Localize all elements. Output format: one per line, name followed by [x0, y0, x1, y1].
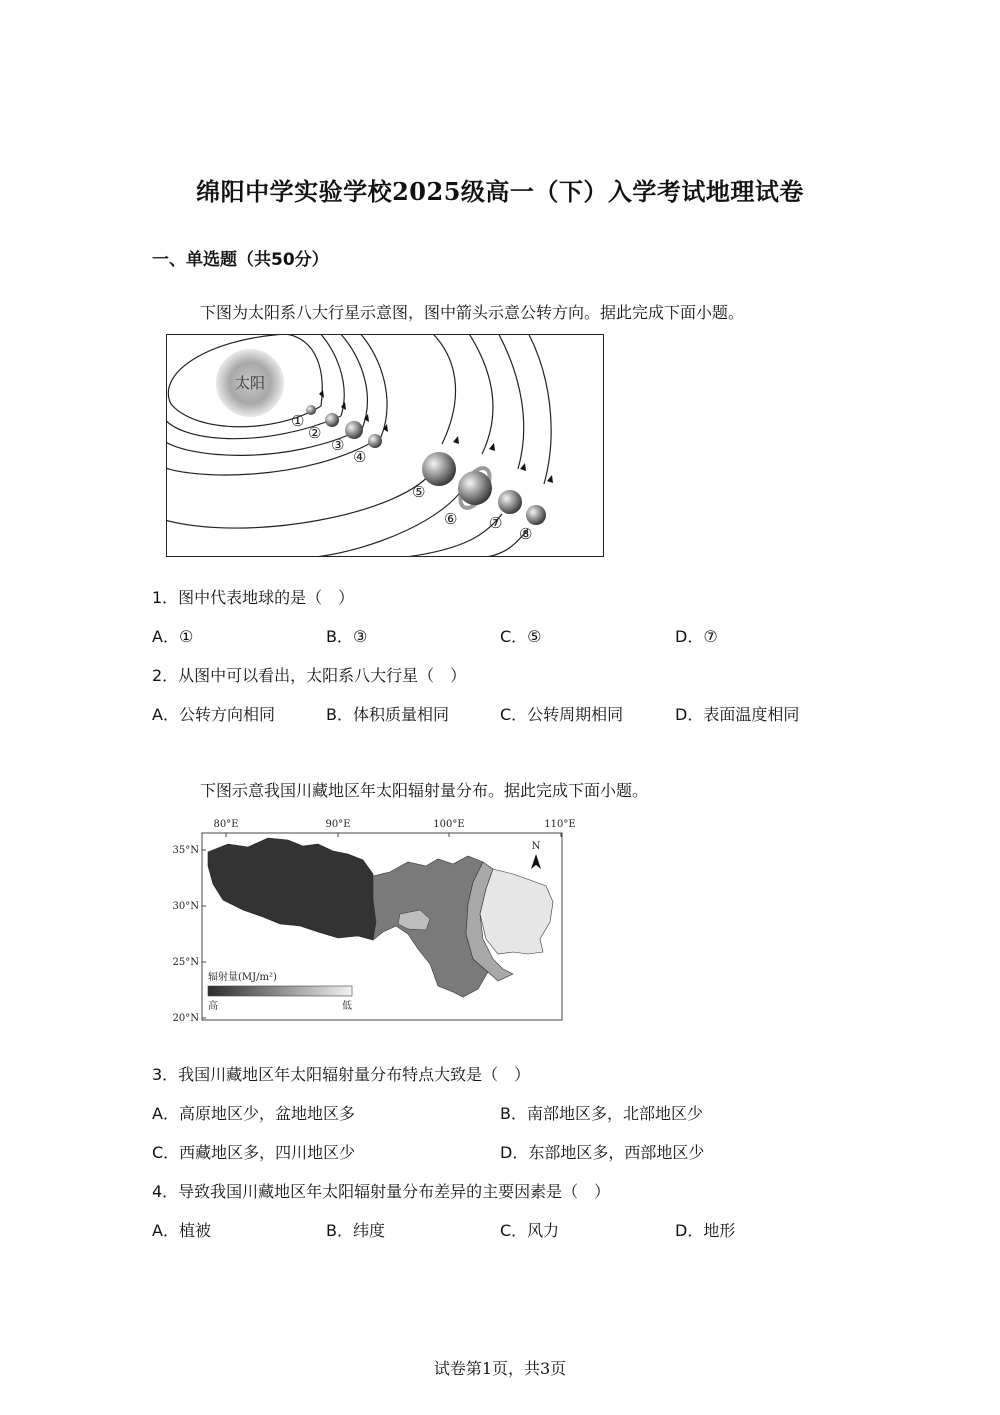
lat-label-35: 35°N — [172, 845, 199, 856]
planet-1 — [306, 405, 316, 415]
planet-label-4: ④ — [353, 448, 367, 466]
lon-label-100: 100°E — [433, 819, 465, 830]
question-3-option-d[interactable]: D．东部地区多，西部地区少 — [500, 1143, 705, 1162]
lat-label-30: 30°N — [172, 901, 199, 912]
solar-system-figure — [166, 334, 604, 557]
planet-5 — [422, 452, 456, 486]
planet-7 — [498, 490, 522, 514]
question-3-option-b[interactable]: B．南部地区多，北部地区少 — [500, 1104, 703, 1123]
planet-label-6: ⑥ — [444, 510, 458, 528]
question-2-option-d[interactable]: D．表面温度相同 — [675, 705, 800, 724]
question-1-option-a[interactable]: A．① — [152, 627, 194, 646]
page-title: 绵阳中学实验学校2025级高一（下）入学考试地理试卷 — [196, 177, 804, 206]
planet-6 — [458, 471, 492, 505]
question-1-stem: 1．图中代表地球的是（ ） — [152, 588, 355, 607]
question-4-option-d[interactable]: D．地形 — [675, 1221, 736, 1240]
question-4-option-b[interactable]: B．纬度 — [326, 1221, 385, 1240]
lat-label-25: 25°N — [172, 957, 199, 968]
question-3-option-a[interactable]: A．高原地区少，盆地地区多 — [152, 1104, 355, 1123]
lat-label-20: 20°N — [172, 1013, 199, 1024]
lon-label-90: 90°E — [325, 819, 351, 830]
planet-label-5: ⑤ — [412, 483, 426, 501]
question-4-option-c[interactable]: C．风力 — [500, 1221, 560, 1240]
page-footer: 试卷第1页，共3页 — [433, 1359, 567, 1378]
question-1-option-d[interactable]: D．⑦ — [675, 627, 718, 646]
planet-4 — [368, 434, 382, 448]
planet-label-3: ③ — [331, 436, 345, 454]
question-3-option-c[interactable]: C．西藏地区多，四川地区少 — [152, 1143, 356, 1162]
planet-label-2: ② — [308, 424, 322, 442]
radiation-map — [168, 814, 580, 1026]
sun-label: 太阳 — [234, 374, 266, 392]
legend-low: 低 — [342, 1001, 352, 1012]
lon-label-80: 80°E — [213, 819, 239, 830]
question-4-option-a[interactable]: A．植被 — [152, 1221, 211, 1240]
group2-intro: 下图示意我国川藏地区年太阳辐射量分布。据此完成下面小题。 — [200, 781, 649, 800]
planet-label-7: ⑦ — [489, 514, 503, 532]
north-label: N — [531, 841, 541, 852]
question-2-option-b[interactable]: B．体积质量相同 — [326, 705, 449, 724]
group1-intro: 下图为太阳系八大行星示意图，图中箭头示意公转方向。据此完成下面小题。 — [200, 303, 745, 322]
question-1-option-b[interactable]: B．③ — [326, 627, 368, 646]
planet-2 — [325, 413, 339, 427]
lon-label-110: 110°E — [544, 819, 576, 830]
question-4-stem: 4．导致我国川藏地区年太阳辐射量分布差异的主要因素是（ ） — [152, 1182, 611, 1201]
question-3-stem: 3．我国川藏地区年太阳辐射量分布特点大致是（ ） — [152, 1065, 531, 1084]
question-2-stem: 2．从图中可以看出，太阳系八大行星（ ） — [152, 666, 467, 685]
question-1-option-c[interactable]: C．⑤ — [500, 627, 542, 646]
planet-8 — [526, 505, 546, 525]
planet-label-1: ① — [291, 412, 305, 430]
section-heading: 一、单选题（共50分） — [152, 250, 329, 270]
question-2-option-a[interactable]: A．公转方向相同 — [152, 705, 275, 724]
legend-bar — [208, 986, 352, 996]
legend-title: 辐射量(MJ/m²) — [208, 972, 277, 983]
question-2-option-c[interactable]: C．公转周期相同 — [500, 705, 624, 724]
planet-3 — [345, 421, 363, 439]
legend-high: 高 — [208, 1001, 218, 1012]
planet-label-8: ⑧ — [519, 525, 533, 543]
